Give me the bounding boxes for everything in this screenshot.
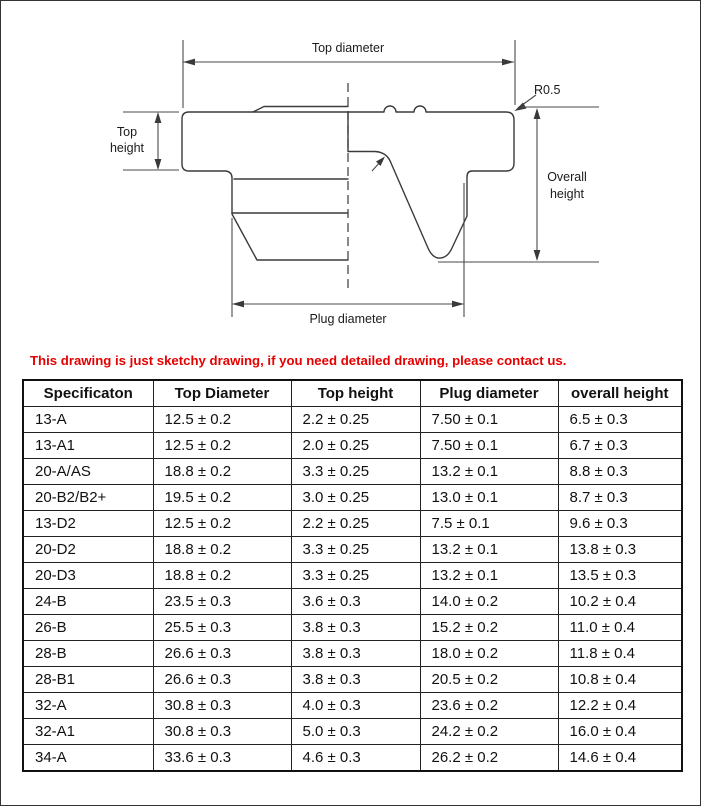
value-cell: 3.3 ± 0.25 (291, 563, 420, 589)
stopper-outline (182, 112, 348, 260)
value-cell: 3.8 ± 0.3 (291, 667, 420, 693)
value-cell: 24.2 ± 0.2 (420, 719, 558, 745)
table-row (23, 719, 682, 745)
header-top-diameter: Top Diameter (153, 380, 291, 407)
value-cell: 7.50 ± 0.1 (420, 433, 558, 459)
value-cell: 13.2 ± 0.1 (420, 459, 558, 485)
value-cell: 5.0 ± 0.3 (291, 719, 420, 745)
spec-cell: 20-A/AS (23, 459, 153, 485)
spec-table-body (23, 407, 682, 772)
header-overall-height: overall height (558, 380, 682, 407)
spec-cell: 13-A1 (23, 433, 153, 459)
value-cell: 4.6 ± 0.3 (291, 745, 420, 772)
value-cell: 9.6 ± 0.3 (558, 511, 682, 537)
spec-cell: 20-D2 (23, 537, 153, 563)
radius-callout-label: R0.5 (534, 83, 561, 97)
value-cell: 33.6 ± 0.3 (153, 745, 291, 772)
value-cell: 10.8 ± 0.4 (558, 667, 682, 693)
header-specification: Specificaton (23, 380, 153, 407)
spec-cell: 13-A (23, 407, 153, 433)
value-cell: 16.0 ± 0.4 (558, 719, 682, 745)
value-cell: 18.8 ± 0.2 (153, 563, 291, 589)
value-cell: 25.5 ± 0.3 (153, 615, 291, 641)
spec-cell: 34-A (23, 745, 153, 772)
table-row (23, 563, 682, 589)
table-row (23, 485, 682, 511)
puncture-target-arrow (372, 157, 385, 172)
stopper-left-half (182, 107, 348, 261)
top-height-label-line2: height (109, 141, 145, 155)
value-cell: 3.3 ± 0.25 (291, 459, 420, 485)
spec-cell: 26-B (23, 615, 153, 641)
stopper-section-hatched (348, 106, 514, 258)
value-cell: 26.6 ± 0.3 (153, 641, 291, 667)
value-cell: 3.3 ± 0.25 (291, 537, 420, 563)
value-cell: 30.8 ± 0.3 (153, 719, 291, 745)
value-cell: 26.6 ± 0.3 (153, 667, 291, 693)
dim-overall-height (438, 107, 599, 262)
value-cell: 14.0 ± 0.2 (420, 589, 558, 615)
value-cell: 18.0 ± 0.2 (420, 641, 558, 667)
spec-cell: 28-B1 (23, 667, 153, 693)
plug-diameter-label: Plug diameter (309, 312, 387, 326)
value-cell: 6.5 ± 0.3 (558, 407, 682, 433)
notice-text: This drawing is just sketchy drawing, if you need detailed drawing, please contact us. (30, 353, 567, 368)
spec-cell: 20-D3 (23, 563, 153, 589)
overall-height-label-line1: Overall (547, 170, 587, 184)
table-row (23, 641, 682, 667)
spec-table-header (23, 380, 682, 407)
header-plug-diameter: Plug diameter (420, 380, 558, 407)
value-cell: 11.0 ± 0.4 (558, 615, 682, 641)
value-cell: 13.2 ± 0.1 (420, 537, 558, 563)
spec-cell: 13-D2 (23, 511, 153, 537)
table-row (23, 511, 682, 537)
top-diameter-label: Top diameter (311, 41, 385, 55)
dim-top-diameter (183, 40, 515, 108)
value-cell: 3.0 ± 0.25 (291, 485, 420, 511)
table-row (23, 589, 682, 615)
value-cell: 13.5 ± 0.3 (558, 563, 682, 589)
header-top-height: Top height (291, 380, 420, 407)
value-cell: 12.2 ± 0.4 (558, 693, 682, 719)
technical-drawing (1, 1, 701, 346)
spec-cell: 24-B (23, 589, 153, 615)
value-cell: 7.50 ± 0.1 (420, 407, 558, 433)
value-cell: 23.6 ± 0.2 (420, 693, 558, 719)
table-row (23, 537, 682, 563)
table-row (23, 693, 682, 719)
spec-cell: 32-A1 (23, 719, 153, 745)
spec-table (22, 379, 683, 772)
spec-cell: 20-B2/B2+ (23, 485, 153, 511)
top-ring-line (253, 107, 348, 113)
value-cell: 15.2 ± 0.2 (420, 615, 558, 641)
value-cell: 8.8 ± 0.3 (558, 459, 682, 485)
value-cell: 2.2 ± 0.25 (291, 511, 420, 537)
value-cell: 6.7 ± 0.3 (558, 433, 682, 459)
value-cell: 3.8 ± 0.3 (291, 641, 420, 667)
value-cell: 3.6 ± 0.3 (291, 589, 420, 615)
dim-top-height (110, 112, 179, 170)
top-height-label-line1: Top (116, 125, 138, 139)
value-cell: 4.0 ± 0.3 (291, 693, 420, 719)
value-cell: 2.2 ± 0.25 (291, 407, 420, 433)
table-row (23, 615, 682, 641)
table-row (23, 745, 682, 772)
value-cell: 10.2 ± 0.4 (558, 589, 682, 615)
table-row (23, 459, 682, 485)
value-cell: 26.2 ± 0.2 (420, 745, 558, 772)
value-cell: 3.8 ± 0.3 (291, 615, 420, 641)
value-cell: 13.0 ± 0.1 (420, 485, 558, 511)
header-row (23, 380, 682, 407)
value-cell: 11.8 ± 0.4 (558, 641, 682, 667)
overall-height-label-line2: height (549, 187, 585, 201)
table-row (23, 667, 682, 693)
value-cell: 13.2 ± 0.1 (420, 563, 558, 589)
value-cell: 12.5 ± 0.2 (153, 407, 291, 433)
value-cell: 14.6 ± 0.4 (558, 745, 682, 772)
spec-cell: 32-A (23, 693, 153, 719)
value-cell: 8.7 ± 0.3 (558, 485, 682, 511)
value-cell: 13.8 ± 0.3 (558, 537, 682, 563)
table-row (23, 407, 682, 433)
value-cell: 19.5 ± 0.2 (153, 485, 291, 511)
value-cell: 23.5 ± 0.3 (153, 589, 291, 615)
value-cell: 2.0 ± 0.25 (291, 433, 420, 459)
value-cell: 30.8 ± 0.3 (153, 693, 291, 719)
value-cell: 18.8 ± 0.2 (153, 459, 291, 485)
spec-cell: 28-B (23, 641, 153, 667)
value-cell: 12.5 ± 0.2 (153, 511, 291, 537)
value-cell: 7.5 ± 0.1 (420, 511, 558, 537)
value-cell: 18.8 ± 0.2 (153, 537, 291, 563)
value-cell: 20.5 ± 0.2 (420, 667, 558, 693)
table-row (23, 433, 682, 459)
value-cell: 12.5 ± 0.2 (153, 433, 291, 459)
